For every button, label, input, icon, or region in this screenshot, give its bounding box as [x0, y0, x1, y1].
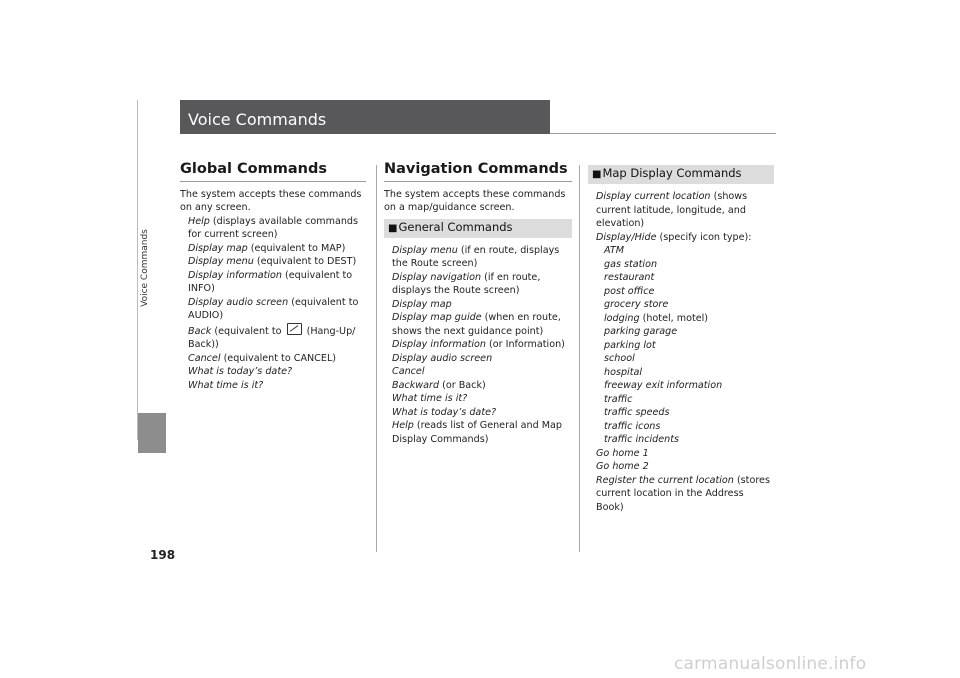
command-desc: (equivalent to INFO) [188, 269, 353, 294]
list-item [596, 393, 774, 407]
list-item [596, 325, 774, 339]
list-item [188, 352, 366, 366]
column-divider [376, 165, 377, 552]
command-name: Go home 1 [596, 447, 649, 459]
list-item [392, 379, 572, 393]
list-item [596, 366, 774, 380]
page-number: 198 [150, 548, 176, 562]
command-name: freeway exit information [604, 380, 723, 391]
list-item [596, 258, 774, 272]
command-desc: (Hang-Up/ Back)) [188, 325, 356, 350]
command-desc: (if en route, displays the Route screen) [392, 271, 541, 296]
global-commands-intro: The system accepts these commands on any screen. [180, 188, 362, 213]
command-name: grocery store [604, 299, 669, 310]
command-desc: (specify icon type): [656, 231, 752, 243]
command-name: Cancel [188, 352, 221, 364]
list-item [596, 190, 774, 231]
list-item [596, 460, 774, 474]
command-desc: (shows current latitude, longitude, and elevation) [596, 191, 748, 229]
command-name: Go home 2 [596, 461, 649, 472]
list-item [596, 298, 774, 312]
map-display-commands-list [588, 190, 774, 514]
list-item [596, 474, 774, 515]
list-item [596, 420, 774, 434]
list-item [188, 242, 366, 256]
command-name: What is today’s date? [392, 406, 497, 418]
command-name: lodging [604, 312, 640, 324]
command-name: traffic speeds [604, 407, 670, 418]
column-divider [579, 165, 580, 552]
command-name: Backward [392, 379, 440, 391]
global-commands-section [180, 163, 366, 392]
command-name: Display menu [188, 256, 254, 267]
navigation-commands-heading: Navigation Commands [384, 163, 572, 182]
command-name: Display navigation [392, 271, 482, 283]
command-name: parking garage [604, 326, 678, 337]
watermark: carmanualsonline.info [674, 654, 867, 674]
side-tab-marker [138, 413, 166, 453]
navigation-commands-intro: The system accepts these commands on a map/guidance screen. [384, 188, 566, 213]
command-desc: (equivalent to AUDIO) [188, 296, 359, 321]
command-name: Display audio screen [188, 296, 289, 308]
list-item [596, 433, 774, 447]
command-name: Display audio screen [392, 352, 493, 364]
side-tab-divider [137, 100, 138, 440]
list-item [188, 323, 366, 352]
map-display-commands-subheading: ■Map Display Commands [588, 165, 774, 184]
command-name: hospital [604, 366, 643, 378]
command-desc: (or Back) [439, 379, 486, 391]
command-name: Display map [392, 298, 452, 310]
list-item [188, 255, 366, 269]
list-item [392, 271, 572, 298]
page-title: Voice Commands [180, 100, 550, 134]
command-name: traffic [604, 393, 633, 405]
command-name: What is today’s date? [188, 366, 293, 377]
command-name: Register the current location [596, 474, 734, 486]
command-desc: (equivalent to DEST) [253, 256, 357, 267]
command-desc: (hotel, motel) [639, 312, 709, 324]
command-name: Help [188, 215, 210, 227]
global-commands-heading: Global Commands [180, 163, 366, 182]
list-item [392, 338, 572, 352]
command-name: What time is it? [188, 379, 264, 391]
command-desc: (or Information) [485, 339, 565, 350]
command-name: Display information [392, 339, 486, 350]
command-name: Display map guide [392, 312, 482, 323]
command-name: Cancel [392, 366, 425, 377]
command-desc: (equivalent to [211, 325, 285, 337]
square-bullet-icon: ■ [388, 222, 398, 234]
command-desc: (displays available commands for current screen) [188, 215, 359, 240]
command-name: Back [188, 325, 212, 337]
list-item [392, 298, 572, 312]
list-item [596, 271, 774, 285]
global-commands-list [180, 215, 366, 393]
list-item [392, 365, 572, 379]
command-desc: (reads list of General and Map Display Commands) [392, 420, 562, 445]
list-item [596, 339, 774, 353]
list-item [188, 269, 366, 296]
command-name: gas station [604, 258, 658, 270]
command-desc: (equivalent to CANCEL) [220, 352, 337, 364]
list-item [392, 352, 572, 366]
command-name: Display map [188, 242, 248, 254]
list-item [596, 379, 774, 393]
command-name: Display information [188, 269, 282, 281]
command-name: parking lot [604, 339, 656, 351]
list-item [596, 447, 774, 461]
side-tab-label: Voice Commands [140, 229, 150, 307]
command-name: post office [604, 285, 655, 297]
list-item [596, 406, 774, 420]
list-item [188, 365, 366, 379]
list-item [392, 311, 572, 338]
general-commands-subheading: ■General Commands [384, 219, 572, 238]
list-item [392, 419, 572, 446]
square-bullet-icon: ■ [592, 169, 602, 180]
list-item [188, 296, 366, 323]
command-desc: (if en route, displays the Route screen) [392, 244, 560, 269]
command-name: Display/Hide [596, 231, 657, 243]
command-desc: (when en route, shows the next guidance point) [392, 312, 561, 337]
list-item [596, 312, 774, 326]
navigation-commands-section [384, 163, 572, 446]
list-item [188, 215, 366, 242]
list-item [392, 244, 572, 271]
command-name: school [604, 353, 635, 364]
list-item [596, 231, 774, 245]
list-item [596, 352, 774, 366]
title-rule [550, 133, 776, 134]
command-desc: (equivalent to MAP) [247, 242, 346, 254]
list-item [392, 406, 572, 420]
list-item [596, 285, 774, 299]
list-item [596, 244, 774, 258]
hang-up-back-icon [287, 323, 302, 335]
command-name: What time is it? [392, 393, 468, 404]
command-name: ATM [604, 245, 625, 256]
general-commands-list [384, 244, 572, 447]
command-name: Display menu [392, 244, 458, 256]
command-name: traffic icons [604, 420, 661, 432]
map-display-commands-section [588, 163, 774, 514]
command-name: restaurant [604, 272, 655, 283]
list-item [392, 392, 572, 406]
list-item [188, 379, 366, 393]
command-desc: (stores current location in the Address Book) [596, 474, 770, 513]
command-name: Help [392, 420, 414, 431]
command-name: traffic incidents [604, 434, 680, 445]
command-name: Display current location [596, 191, 711, 202]
